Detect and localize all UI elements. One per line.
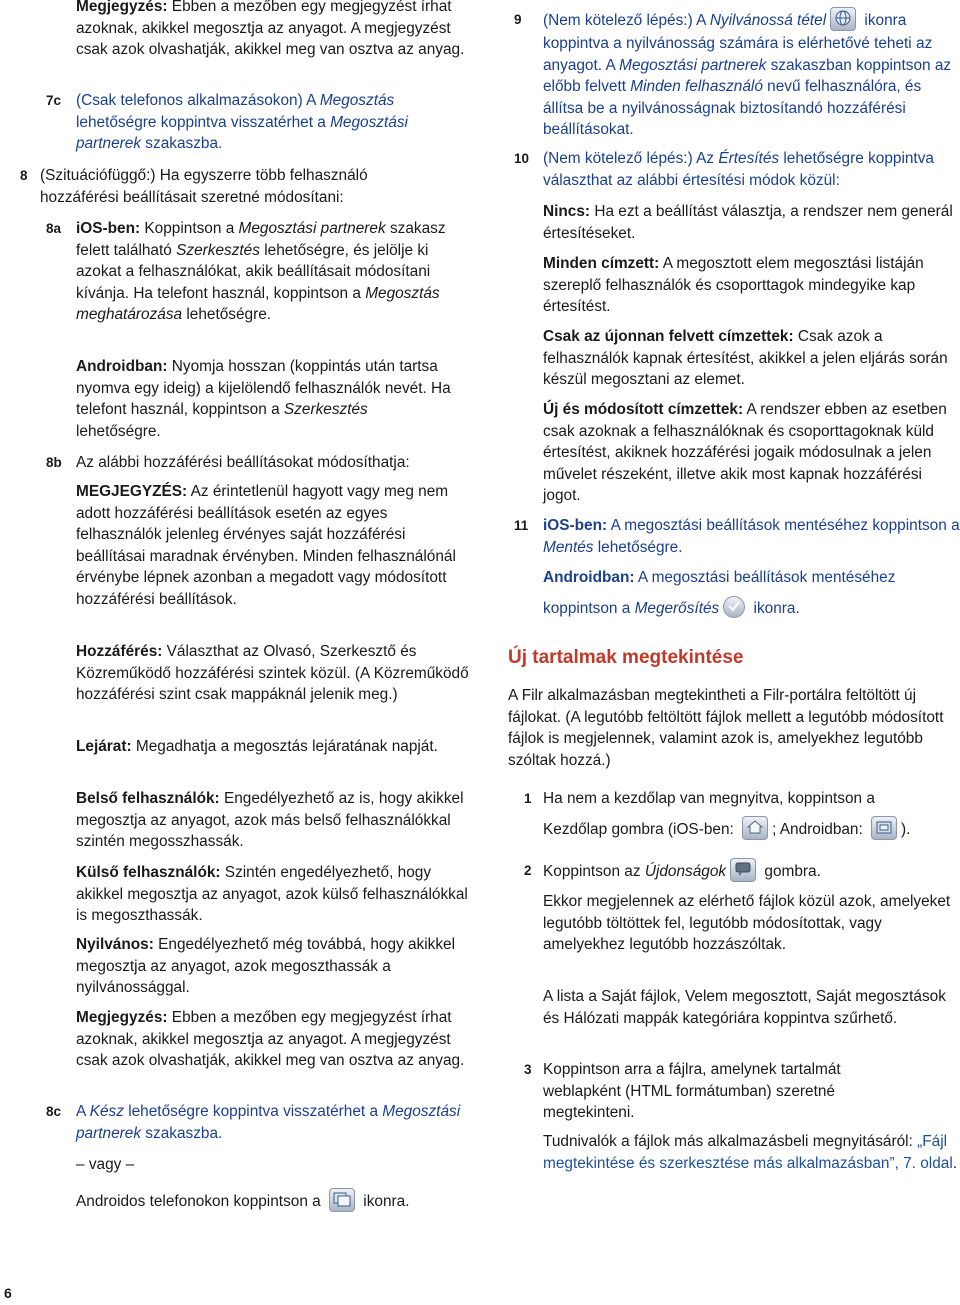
step-8c-number: 8c (46, 1104, 62, 1119)
cross-reference-link[interactable]: „Fájl megtekintése és szerkesztése más alkalmazásban”, 7. oldal (543, 1133, 953, 1172)
page-number: 6 (4, 1285, 12, 1301)
step-8b-public: Nyilvános: Engedélyezhető még továbbá, hogy akikkel megosztja az anyagot, azok megoszthassák a nyilvánossággal. (76, 936, 456, 997)
step-8a-android: Androidban: Nyomja hosszan (koppintás után tartsa nyomva egy ideig) a kijelölendő felhasználók nevét. Ha telefont használ, koppintson a Szerkesztés lehetőségre. (76, 358, 451, 440)
step-7c-number: 7c (46, 93, 62, 108)
step-3-reference: Tudnivalók a fájlok más alkalmazásbeli megnyitásáról: „Fájl megtekintése és szerkesztése más alkalmazásban”, 7. oldal. (543, 1133, 958, 1172)
step-8c-or: – vagy – (76, 1156, 135, 1173)
step-11-android-2: koppintson a Megerősítés ikonra. (543, 598, 960, 620)
step-2-result: Ekkor megjelennek az elérhető fájlok közül azok, amelyeket legutóbb töltöttek fel, legutóbb módosítottak, vagy amelyekhez legutóbb hozzászóltak. (543, 893, 951, 954)
step-10-text: (Nem kötelező lépés:) Az Értesítés lehetőségre koppintva választhat az alábbi értesítési módok közül: (543, 150, 934, 189)
step-8-number: 8 (20, 168, 28, 183)
step-1-text-2: Kezdőlap gombra (iOS-ben: ; Androidban: ). (543, 818, 960, 842)
step-8b-access: Hozzáférés: Választhat az Olvasó, Szerkesztő és Közreműködő hozzáférési szintek közül. (A Közreműködő hozzáférési szint csak mappáknál jelenik meg.) (76, 643, 469, 704)
step-8c-text: A Kész lehetőségre koppintva visszatérhet a Megosztási partnerek szakaszba. (76, 1103, 461, 1142)
notify-all: Minden címzett: A megosztott elem megosztási listáján szereplő felhasználók és csoporttagok mindegyike kap értesítést. (543, 255, 924, 316)
step-9-text: (Nem kötelező lépés:) A Nyilvánossá tétel ikonra koppintva a nyilvánosság számára is elérhetővé teheti az anyagot. A Megosztási partnerek szakaszban koppintson az előbb felvett Minden felhasználó nevű felhasználóra, és állítsa be a nyilvánosságnak biztosítandó hozzáférési beállításokat. (543, 9, 960, 141)
confirm-check-icon[interactable] (723, 596, 745, 618)
step-3-number: 3 (524, 1062, 532, 1077)
step-8b-external: Külső felhasználók: Szintén engedélyezhető, hogy akikkel megosztja az anyagot, azok külső felhasználókkal is megoszthassák. (76, 864, 468, 925)
step-2-filter: A lista a Saját fájlok, Velem megosztott, Saját megosztások és Hálózati mappák kategóriára koppintva szűrhető. (543, 988, 946, 1027)
notify-none: Nincs: Ha ezt a beállítást választja, a rendszer nem generál értesítéseket. (543, 203, 953, 242)
section-heading: Új tartalmak megtekintése (508, 647, 744, 668)
home-icon[interactable] (742, 816, 768, 840)
step-8c-android: Androidos telefonokon koppintson a ikonra. (76, 1190, 476, 1214)
step-9-number: 9 (514, 12, 522, 27)
section-intro: A Filr alkalmazásban megtekintheti a Filr-portálra feltöltött új fájlokat. (A legutóbb feltöltött fájlok mellett a legutóbb módosított fájlok is megjelennek, valamint azok is, amelyekhez legutóbb szóltak hozzá.) (508, 687, 944, 769)
step-8a-ios: iOS-ben: Koppintson a Megosztási partnerek szakasz felett található Szerkesztés lehetőségre, és jelölje ki azokat a felhasználókat, akik beállításait módosítani kívánja. Ha telefont használ, koppintson a Megosztás meghatározása lehetőségre. (76, 220, 446, 324)
step-10-number: 10 (514, 151, 530, 166)
whats-new-icon[interactable] (730, 858, 756, 882)
step-2-text: Koppintson az Újdonságok gombra. (543, 860, 960, 884)
step-8b-intro: Az alábbi hozzáférési beállításokat módosíthatja: (76, 454, 410, 471)
step-8b-comment: Megjegyzés: Ebben a mezőben egy megjegyzést írhat azoknak, akikkel megosztja az anyagot. A megjegyzést csak azok olvashatják, akikkel meg van osztva az anyag. (76, 1009, 465, 1070)
notify-new: Csak az újonnan felvett címzettek: Csak azok a felhasználók kapnak értesítést, akikkel a jelen eljárás során készül megosztani az elemet. (543, 328, 948, 389)
step-8b-expiry: Lejárat: Megadhatja a megosztás lejáratának napját. (76, 738, 438, 755)
globe-icon[interactable] (830, 7, 856, 31)
step-11-number: 11 (514, 518, 529, 533)
android-share-icon[interactable] (329, 1188, 355, 1212)
step-8a-number: 8a (46, 221, 62, 236)
step-11-android: Androidban: A megosztási beállítások mentéséhez (543, 569, 896, 586)
step-7c-text: (Csak telefonos alkalmazásokon) A Megosztás lehetőségre koppintva visszatérhet a Megosztási partnerek szakaszba. (76, 92, 408, 153)
android-home-icon[interactable] (871, 816, 897, 840)
step-1-text: Ha nem a kezdőlap van megnyitva, koppintson a (543, 790, 875, 807)
step-8b-internal: Belső felhasználók: Engedélyezhető az is, hogy akikkel megosztja az anyagot, azok más belső felhasználókkal szintén megosszhassák. (76, 790, 464, 851)
step-8-text: (Szituációfüggő:) Ha egyszerre több felhasználó hozzáférési beállításait szeretné módosítani: (40, 167, 368, 206)
notify-modified: Új és módosított címzettek: A rendszer ebben az esetben csak azoknak a felhasználóknak és csoporttagoknak küld értesítést, akiknek hozzáférési jogaik módosulnak a jelen művelet részeként, illetve akik most kapnak hozzáférési jogot. (543, 401, 947, 505)
step-8b-note: MEGJEGYZÉS: Az érintetlenül hagyott vagy meg nem adott hozzáférési beállítások esetén az egyes felhasználók jelenleg érvényes saját hozzáférési beállításai maradnak érvényben. Minden felhasználónál érvénybe lépnek azonban a megadott vagy módosított hozzáférési beállítások. (76, 483, 456, 608)
step-3-text: Koppintson arra a fájlra, amelynek tartalmát weblapként (HTML formátumban) szeretné megtekinteni. (543, 1061, 841, 1122)
step-11-ios: iOS-ben: A megosztási beállítások mentéséhez koppintson a Mentés lehetőségre. (543, 517, 960, 556)
step-2-number: 2 (524, 863, 532, 878)
top-note: Megjegyzés: Ebben a mezőben egy megjegyzést írhat azoknak, akikkel megosztja az anyagot. A megjegyzést csak azok olvashatják, akikkel meg van osztva az anyag. (76, 0, 465, 59)
step-1-number: 1 (524, 791, 532, 806)
step-8b-number: 8b (46, 455, 62, 470)
